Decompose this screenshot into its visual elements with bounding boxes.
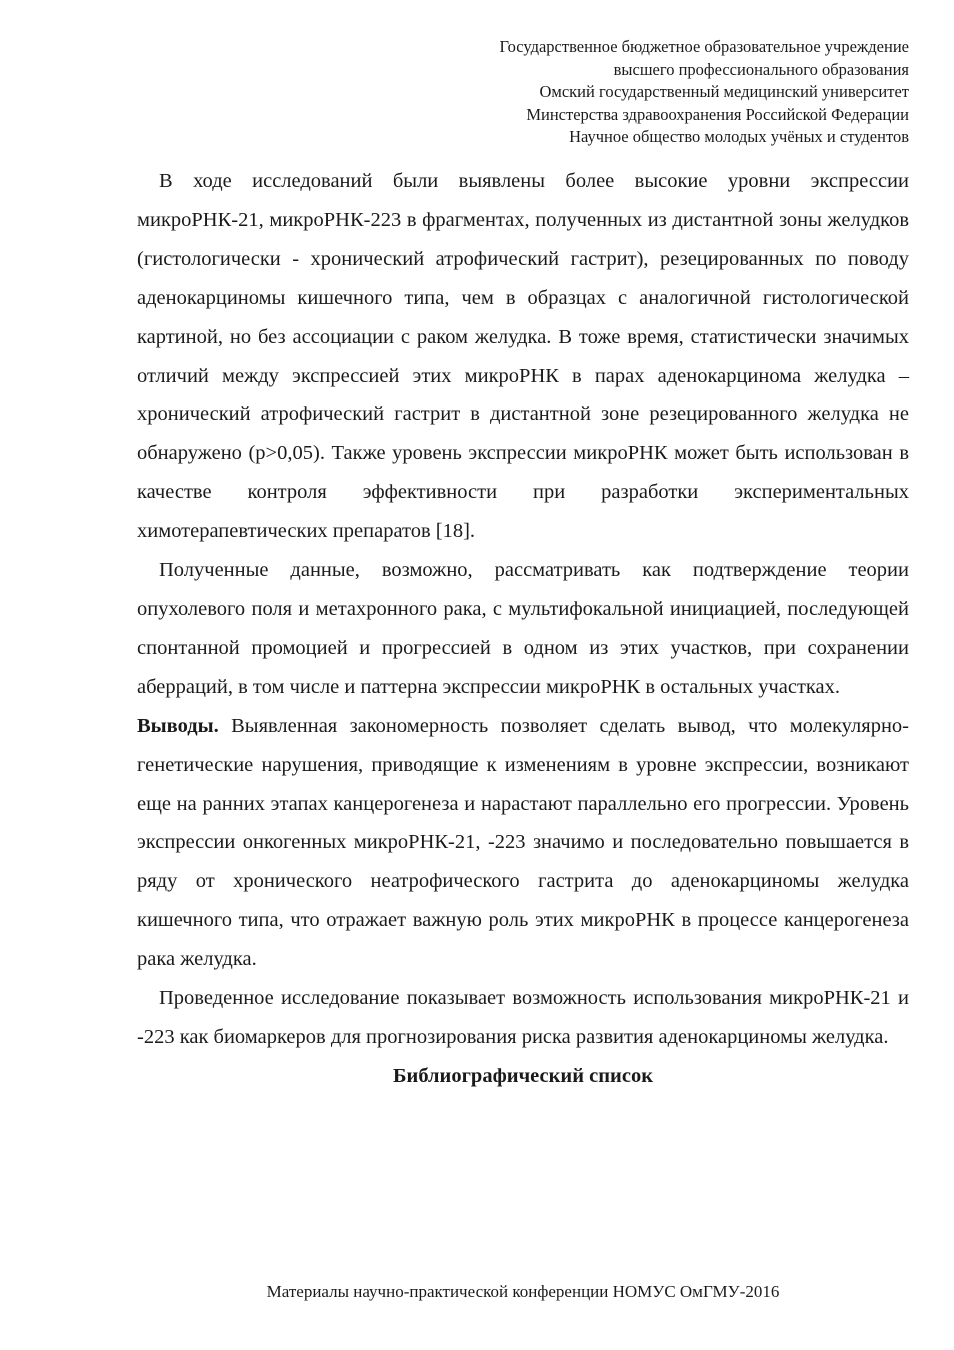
header-line-1: Государственное бюджетное образовательное учреждение xyxy=(499,37,909,56)
paragraph-interpretation: Полученные данные, возможно, рассматривать как подтверждение теории опухолевого поля и метахронного рака, с мультифокальной инициацией, последующей спонтанной промоцией и прогрессией в одном из этих участков, при сохранении аберраций, в том числе и паттерна экспрессии микроРНК в остальных участках. xyxy=(137,559,909,698)
paragraph-results: В ходе исследований были выявлены более высокие уровни экспрессии микроРНК-21, микроРНК-223 в фрагментах, полученных из дистантной зоны желудков (гистологически - хронический атрофический гастрит), резецированных по поводу аденокарциномы кишечного типа, чем в образцах с аналогичной гистологической картиной, но без ассоциации с раком желудка. В тоже время, статистически значимых отличий между экспрессией этих микроРНК в парах аденокарцинома желудка – хронический атрофический гастрит в дистантной зоне резецированного желудка не обнаружено (p>0,05). Также уровень экспрессии микроРНК может быть использован в качестве контроля эффективности при разработки экспериментальных химотерапевтических препаратов [18]. xyxy=(137,170,909,543)
paragraph-conclusions xyxy=(137,707,909,979)
article-body xyxy=(137,162,909,1096)
page-footer: Материалы научно-практической конференции НОМУС ОмГМУ-2016 xyxy=(266,1282,780,1301)
header-line-5: Научное общество молодых учёных и студентов xyxy=(569,127,909,146)
paragraph-final: Проведенное исследование показывает возможность использования микроРНК-21 и -223 как биомаркеров для прогнозирования риска развития аденокарциномы желудка. xyxy=(137,987,909,1048)
conclusions-heading: Выводы. xyxy=(137,714,219,737)
header-line-2: высшего профессионального образования xyxy=(613,59,909,79)
header-line-3: Омский государственный медицинский университет xyxy=(539,82,909,101)
conclusions-text: Выявленная закономерность позволяет сделать вывод, что молекулярно-генетические нарушения, приводящие к изменениям в уровне экспрессии, возникают еще на ранних этапах канцерогенеза и нарастают параллельно его прогрессии. Уровень экспрессии онкогенных микроРНК-21, -223 значимо и последовательно повышается в ряду от хронического неатрофического гастрита до аденокарциномы желудка кишечного типа, что отражает важную роль этих микроРНК в процессе канцерогенеза рака желудка. xyxy=(137,714,909,971)
institution-header xyxy=(209,36,909,149)
bibliography-title: Библиографический список xyxy=(392,1064,654,1087)
header-line-4: Минстерства здравоохранения Российской Федерации xyxy=(526,104,909,124)
